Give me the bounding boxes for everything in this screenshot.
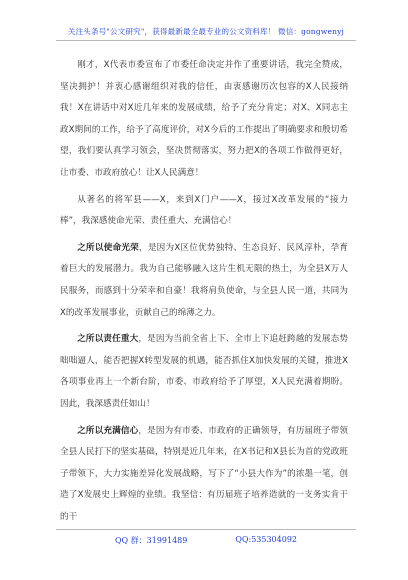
paragraph-lead: 之所以责任重大 [77, 334, 139, 345]
paragraph-text: ，是因为有市委、市政府的正确领导，有历届班子带领全县人民打下的坚实基础，特别是近几年来，在X书记和X县长为首的党政班子带领下，大力实施差异化发展战略，写下了“小县大作为”的浓墨一笔，创造了X发展史上辉煌的业绩。我坚信：有历届班子培养造就的一支务实肯干的干 [60, 425, 348, 522]
header-divider [56, 40, 356, 41]
paragraph-3 [60, 238, 348, 324]
paragraph-1 [60, 55, 348, 185]
page-header: 关注头条号"公文研究"，获得最新最全最专业的公文资料库！ 微信：gongwenyj [67, 27, 345, 36]
document-body [60, 55, 348, 533]
paragraph-text: 刚才，X代表市委宣布了市委任命决定并作了重要讲话，我完全赞成，坚决拥护！并衷心感谢组织对我的信任，由衷感谢历次包容的X人民接纳我！X在讲话中对X近几年来的发展成绩，给予了充分肯定；对X、X同志主政X期间的工作，给予了高度评价，对X今后的工作提出了明确要求和殷切希望，我们要认真学习领会，坚决贯彻落实，努力把X的各项工作做得更好，让市委、市政府放心！让X人民满意！ [60, 60, 348, 178]
paragraph-2 [60, 190, 348, 233]
paragraph-4 [60, 329, 348, 415]
paragraph-text: ，是因为X区位优势独特、生态良好、民风淳朴，孕育着巨大的发展潜力。我为自己能够融入这片生机无限的热土，为全县X万人民服务，而感到十分荣幸和自豪！我将肩负使命，与全县人民一道，共同为X的改革发展事业，贡献自己的绵薄之力。 [60, 242, 348, 318]
paragraph-lead: 之所以使命光荣 [77, 242, 139, 253]
footer-divider [56, 529, 356, 530]
paragraph-text: ，是因为当前全省上下、全市上下追赶跨越的发展态势咄咄逼人，能否把握X转型发展的机遇，能否抓住X加快发展的关键，推进X各项事业再上一个新台阶，市委、市政府给予了厚望，X人民充满着期盼。因此，我深感责任如山！ [60, 334, 348, 409]
paragraph-text: 从著名的将军县——X，来到X门户——X，接过X改革发展的“接力棒”，我深感使命光荣、责任重大、充满信心！ [60, 194, 348, 227]
paragraph-5 [60, 421, 348, 529]
footer-qq-group: QQ 群：31991489 [114, 536, 188, 545]
page-footer [56, 535, 356, 546]
footer-qq-contact: QQ:535304092 [235, 535, 297, 544]
paragraph-lead: 之所以充满信心 [77, 425, 139, 436]
